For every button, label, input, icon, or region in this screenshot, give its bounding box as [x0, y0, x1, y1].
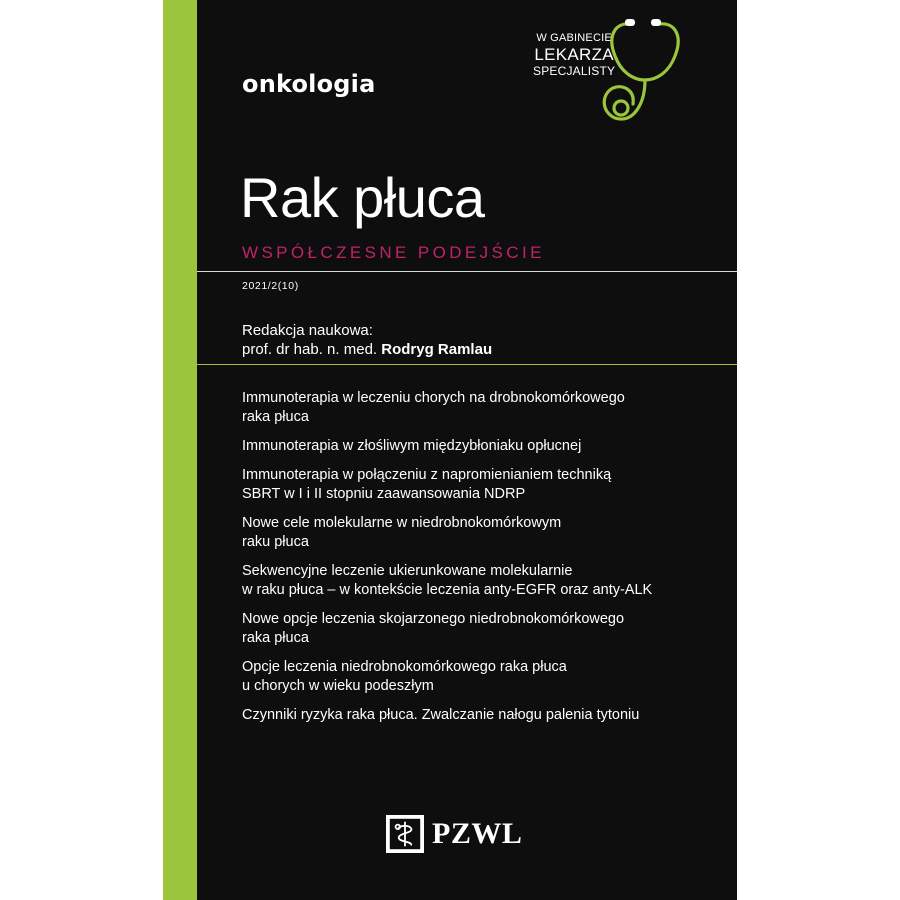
- contents-item: Opcje leczenia niedrobnokomórkowego raka płuca u chorych w wieku podeszłym: [242, 659, 567, 694]
- divider-line: [197, 271, 737, 272]
- publisher-logo: [386, 814, 522, 854]
- table-of-contents: [242, 389, 702, 735]
- book-subtitle: WSPÓŁCZESNE PODEJŚCIE: [242, 243, 545, 262]
- green-spine-stripe: [163, 0, 197, 900]
- issue-number: 2021/2(10): [242, 280, 299, 292]
- series-name: onkologia: [242, 70, 376, 98]
- contents-item: Immunoterapia w leczeniu chorych na drobnokomórkowego raka płuca: [242, 390, 625, 425]
- badge-line-2: LEKARZA: [534, 45, 614, 64]
- publisher-name: PZWL: [432, 817, 523, 850]
- editor-title: prof. dr hab. n. med.: [242, 341, 378, 358]
- contents-item: Immunoterapia w połączeniu z napromienianiem techniką SBRT w I i II stopniu zaawansowania NDRP: [242, 467, 612, 502]
- contents-item: Immunoterapia w złośliwym międzybłoniaku opłucnej: [242, 438, 582, 454]
- editor-label: Redakcja naukowa:: [242, 322, 373, 339]
- badge-line-3: SPECJALISTY: [533, 64, 616, 78]
- book-title: Rak płuca: [240, 166, 485, 229]
- contents-item: Nowe opcje leczenia skojarzonego niedrobnokomórkowego raka płuca: [242, 611, 625, 646]
- contents-item: Czynniki ryzyka raka płuca. Zwalczanie nałogu palenia tytoniu: [242, 707, 640, 723]
- badge-line-1: W GABINECIE: [536, 32, 612, 44]
- contents-item: Sekwencyjne leczenie ukierunkowane molekularnie w raku płuca – w kontekście leczenia anty-EGFR oraz anty-ALK: [242, 563, 653, 598]
- stethoscope-icon: [593, 14, 717, 138]
- pzwl-logo-icon: [386, 815, 424, 853]
- editor-name: Rodryg Ramlau: [381, 341, 493, 358]
- green-divider-line: [197, 364, 737, 365]
- book-cover: [163, 0, 737, 900]
- editor-line: [242, 341, 492, 358]
- contents-item: Nowe cele molekularne w niedrobnokomórkowym raku płuca: [242, 515, 562, 550]
